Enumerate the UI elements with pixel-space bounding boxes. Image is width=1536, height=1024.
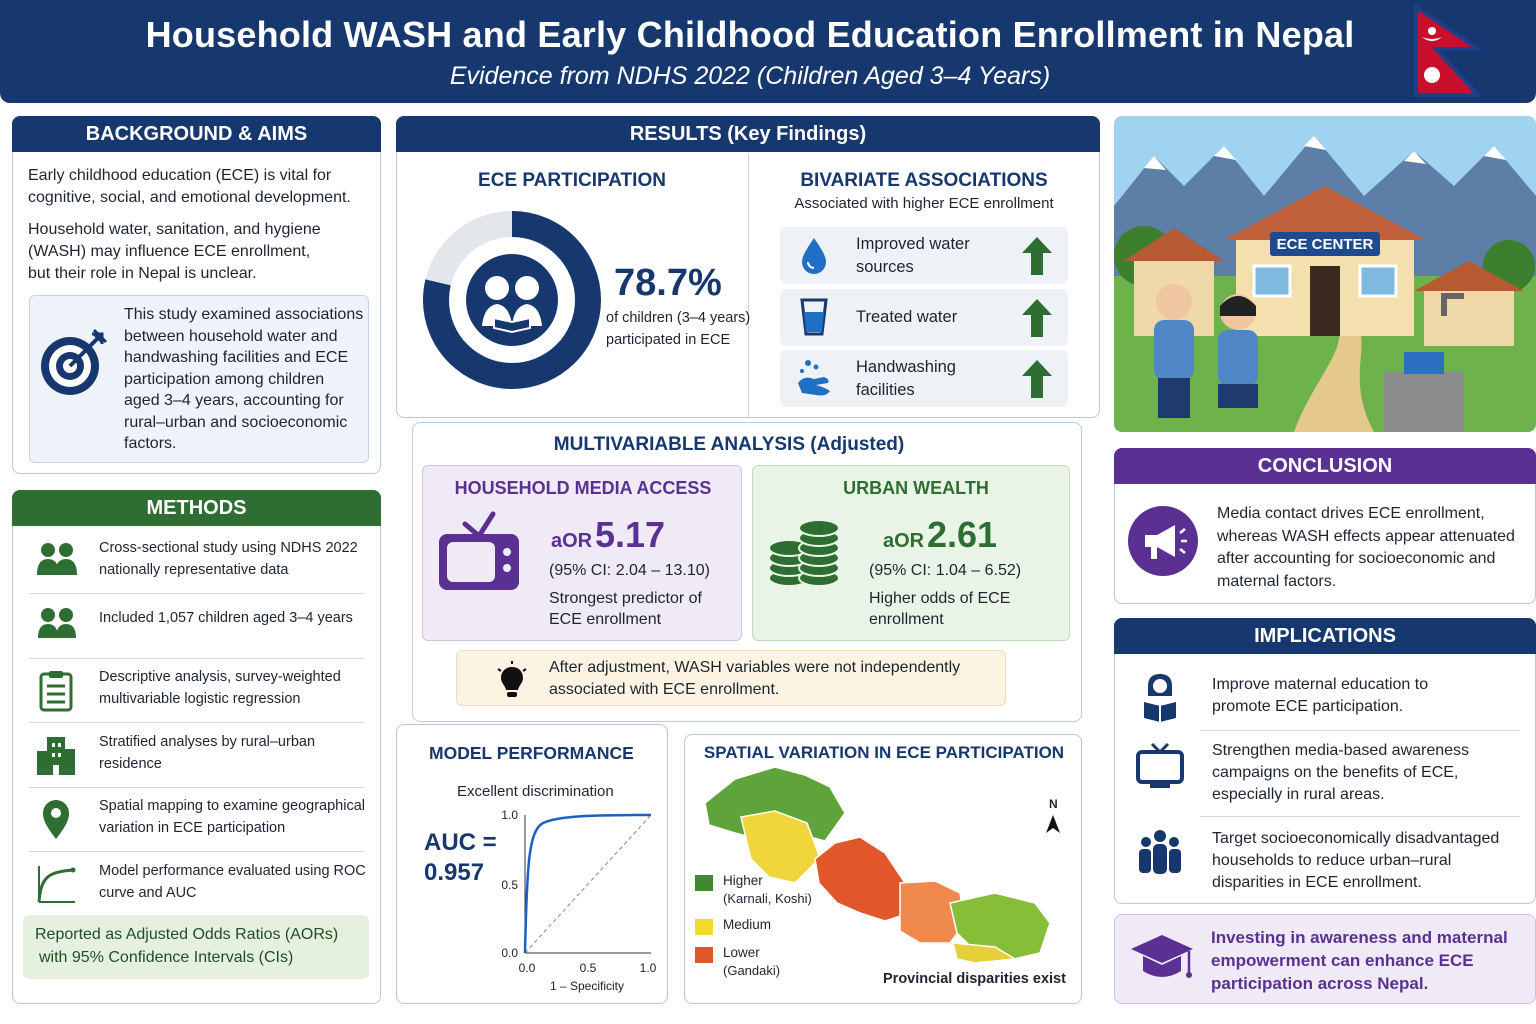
ece-center-sign: ECE CENTER: [1276, 236, 1374, 253]
graduation-cap-icon: [1129, 929, 1195, 991]
implication-line-3: disparities in ECE enrollment.: [1212, 874, 1422, 891]
conclusion-line: Media contact drives ECE enrollment,: [1217, 505, 1485, 522]
ece-description-line-2: participated in ECE: [606, 332, 731, 348]
spatial-caption: Provincial disparities exist: [883, 971, 1066, 987]
media-access-title: HOUSEHOLD MEDIA ACCESS: [454, 478, 712, 498]
children-reading-icon: [466, 254, 558, 346]
methods-item-line-1: Included 1,057 children aged 3–4 years: [99, 609, 353, 626]
buildings-icon: [35, 735, 79, 777]
spatial-title: SPATIAL VARIATION IN ECE PARTICIPATION: [703, 743, 1065, 762]
wealth-description-line-1: Higher odds of ECE: [869, 590, 1011, 607]
people-icon: [35, 541, 79, 583]
megaphone-icon: [1127, 505, 1199, 577]
methods-panel: [12, 490, 381, 1004]
ece-percentage: 78.7%: [614, 262, 722, 304]
television-icon: [437, 510, 521, 596]
water-glass-icon: [794, 296, 834, 338]
legend-swatch: [695, 947, 713, 963]
background-paragraph-2-line-1: Household water, sanitation, and hygiene: [28, 221, 321, 238]
bivariate-title: BIVARIATE ASSOCIATIONS: [800, 170, 1048, 191]
media-aor-value: 5.17: [595, 514, 666, 555]
results-title: RESULTS (Key Findings): [396, 116, 1100, 152]
conclusion-title: CONCLUSION: [1114, 448, 1536, 484]
aim-box: [29, 295, 369, 463]
methods-item: [29, 856, 365, 916]
conclusion-line: maternal factors.: [1217, 572, 1337, 590]
background-title: BACKGROUND & AIMS: [12, 116, 381, 152]
media-description-line-1: Strongest predictor of: [549, 590, 702, 607]
bivariate-label-line-1: Improved water: [856, 235, 970, 253]
target-icon: [38, 326, 110, 398]
legend-swatch: [695, 919, 713, 935]
methods-item: [29, 727, 365, 787]
methods-item: [29, 533, 365, 593]
ece-description-line-1: of children (3–4 years): [606, 310, 751, 326]
legend-label: Medium: [723, 917, 772, 932]
methods-item-line-2: residence: [99, 755, 162, 772]
up-arrow-icon: [1022, 299, 1052, 337]
map-pin-icon: [35, 799, 79, 841]
children-icon: [35, 606, 79, 648]
aim-line: handwashing facilities and ECE: [124, 349, 349, 366]
implication-item: [1128, 730, 1528, 810]
methods-note-line-1: Reported as Adjusted Odds Ratios (AORs): [35, 926, 339, 943]
handwashing-icon: [794, 357, 834, 399]
implication-line-2: campaigns on the benefits of ECE,: [1212, 764, 1459, 781]
legend-sublabel: (Gandaki): [723, 963, 781, 978]
final-line-3: participation across Nepal.: [1211, 974, 1429, 993]
methods-item-line-1: Descriptive analysis, survey-weighted: [99, 669, 341, 685]
final-line-1: Investing in awareness and maternal: [1211, 928, 1508, 947]
background-paragraph-1: Early childhood education (ECE) is vital for cognitive, social, and emotional development.: [28, 167, 351, 206]
methods-item-line-1: Stratified analyses by rural–urban: [99, 733, 316, 750]
methods-item-line-2: curve and AUC: [99, 884, 197, 901]
coins-icon: [767, 514, 841, 590]
x-tick-1: 0.0: [518, 961, 536, 975]
background-paragraph-2-line-2: (WASH) may influence ECE enrollment,: [28, 243, 311, 260]
page-title: Household WASH and Early Childhood Education Enrollment in Nepal: [145, 14, 1355, 55]
lightbulb-icon: [495, 661, 529, 699]
aim-line: rural–urban and socioeconomic: [124, 413, 348, 431]
implication-line-1: Improve maternal education to: [1212, 676, 1429, 693]
methods-title: METHODS: [12, 490, 381, 526]
bivariate-item: [780, 227, 1068, 284]
header-banner: [0, 0, 1536, 103]
bivariate-label-line-2: facilities: [856, 381, 915, 399]
bivariate-label-line-2: sources: [856, 258, 914, 276]
model-subtitle: Excellent discrimination: [457, 783, 614, 800]
methods-item-line-1: Cross-sectional study using NDHS 2022: [99, 540, 358, 556]
methods-item-line-2: nationally representative data: [99, 562, 289, 578]
wealth-description-line-2: enrollment: [869, 611, 944, 628]
up-arrow-icon: [1022, 360, 1052, 398]
water-drop-icon: [794, 234, 834, 276]
ece-center-illustration: [1114, 116, 1536, 432]
north-label: N: [1049, 797, 1058, 811]
methods-divider: [29, 722, 365, 723]
background-panel: [12, 116, 381, 474]
implication-line-3: especially in rural areas.: [1212, 786, 1385, 803]
implications-title: IMPLICATIONS: [1114, 618, 1536, 654]
y-tick-1: 1.0: [501, 808, 518, 822]
multivariable-title: MULTIVARIABLE ANALYSIS (Adjusted): [553, 434, 905, 455]
methods-item: [29, 662, 365, 722]
y-tick-3: 0.0: [501, 946, 518, 960]
auc-label: AUC =: [424, 829, 497, 856]
mother-reading-icon: [1136, 672, 1184, 724]
x-tick-2: 0.5: [579, 961, 597, 975]
nepal-flag-icon: [1412, 5, 1480, 97]
implication-line-1: Target socioeconomically disadvantaged: [1212, 830, 1500, 847]
implication-line-1: Strengthen media-based awareness: [1212, 742, 1470, 759]
wealth-aor-value: 2.61: [927, 514, 998, 555]
y-tick-2: 0.5: [501, 878, 518, 892]
methods-divider: [29, 593, 365, 594]
urban-wealth-title: URBAN WEALTH: [843, 478, 989, 498]
page-subtitle: Evidence from NDHS 2022 (Children Aged 3–4 Years): [449, 62, 1051, 90]
methods-item-line-2: multivariable logistic regression: [99, 691, 301, 707]
chance-diagonal: [525, 815, 651, 953]
model-title: MODEL PERFORMANCE: [429, 743, 634, 763]
background-paragraph-2-line-3: but their role in Nepal is unclear.: [28, 265, 257, 282]
adjustment-note-line-1: After adjustment, WASH variables were not independently: [549, 659, 961, 676]
bivariate-item: [780, 350, 1068, 407]
conclusion-panel: [1114, 448, 1536, 604]
urban-wealth-card: [752, 465, 1070, 641]
media-description-line-2: ECE enrollment: [549, 611, 662, 628]
final-message: [1114, 914, 1536, 1004]
bivariate-subtitle: Associated with higher ECE enrollment: [794, 195, 1054, 212]
north-arrow-icon: [1046, 815, 1060, 833]
implication-line-2: promote ECE participation.: [1212, 698, 1404, 715]
methods-item-line-1: Model performance evaluated using ROC: [99, 862, 366, 879]
roc-curve-chart: [487, 801, 665, 997]
final-line-2: empowerment can enhance ECE: [1211, 951, 1474, 970]
implication-line-2: households to reduce urban–rural: [1212, 852, 1452, 869]
clipboard-icon: [35, 670, 79, 712]
wealth-ci: (95% CI: 1.04 – 6.52): [869, 562, 1022, 579]
roc-curve-icon: [35, 864, 79, 906]
methods-note: [23, 915, 369, 979]
methods-item: [29, 598, 365, 658]
methods-divider: [29, 787, 365, 788]
methods-item: [29, 791, 365, 851]
aim-line: aged 3–4 years, accounting for: [124, 392, 344, 409]
bivariate-label-line-1: Handwashing: [856, 358, 956, 376]
methods-divider: [29, 851, 365, 852]
legend-label: Lower: [723, 945, 760, 960]
implication-item: [1128, 818, 1528, 898]
wealth-aor-label: aOR: [883, 530, 925, 552]
bivariate-label-line-1: Treated water: [856, 307, 958, 326]
methods-item-line-1: Spatial mapping to examine geographical: [99, 798, 366, 814]
auc-value: 0.957: [424, 859, 485, 886]
x-axis-label: 1 – Specificity: [549, 979, 625, 993]
conclusion-line: after accounting for socioeconomic and: [1217, 550, 1496, 567]
adjustment-note-line-2: associated with ECE enrollment.: [549, 681, 780, 698]
media-access-card: [422, 465, 742, 641]
media-aor-label: aOR: [551, 530, 593, 552]
bivariate-item: [780, 289, 1068, 346]
map-region-gandaki: [815, 837, 910, 921]
ece-donut-chart: [422, 210, 602, 390]
legend-label: Higher: [723, 873, 763, 888]
model-performance-panel: [396, 724, 668, 1004]
tv-icon: [1136, 740, 1184, 792]
implication-divider: [1200, 816, 1520, 817]
methods-item-line-2: variation in ECE participation: [99, 820, 286, 836]
ece-title: ECE PARTICIPATION: [478, 170, 666, 191]
legend-swatch: [695, 875, 713, 891]
nepal-map: [695, 763, 1065, 963]
up-arrow-icon: [1022, 237, 1052, 275]
methods-note-line-2: with 95% Confidence Intervals (CIs): [39, 949, 294, 966]
x-tick-3: 1.0: [639, 961, 657, 975]
spatial-panel: [684, 734, 1082, 1004]
aim-line: This study examined associations: [124, 306, 364, 323]
adjustment-note: [456, 650, 1006, 706]
community-icon: [1136, 828, 1184, 880]
aim-line: factors.: [124, 435, 177, 452]
methods-divider: [29, 658, 365, 659]
aim-line: participation among children: [124, 370, 325, 388]
aim-line: between household water and: [124, 327, 338, 345]
legend-sublabel: (Karnali, Koshi): [723, 891, 812, 906]
media-ci: (95% CI: 2.04 – 13.10): [549, 562, 710, 579]
conclusion-line: whereas WASH effects appear attenuated: [1217, 527, 1515, 545]
